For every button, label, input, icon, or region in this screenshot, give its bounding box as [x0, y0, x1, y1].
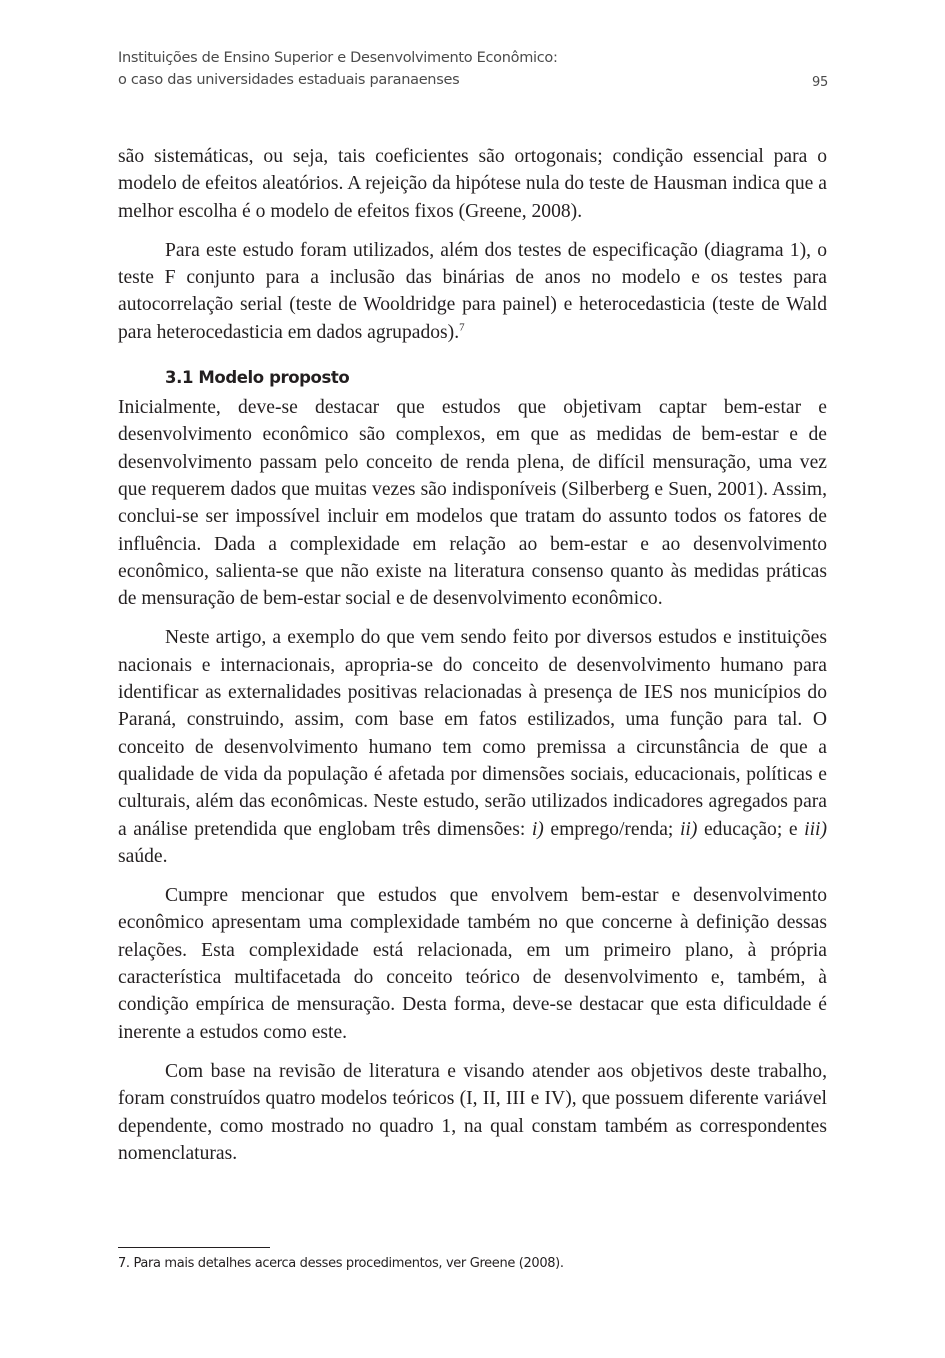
paragraph-4-text: Neste artigo, a exemplo do que vem sendo feito por diversos estudos e instituições nacionais e internacionais, apropria-se do conceito de desenvolvimento humano para identificar as externalidades positivas relacionadas à presença de IES nos municípios do Paraná, construindo, assim, com base em fatos estilizados, uma função para tal. O conceito de desenvolvimento humano tem como premissa a circunstância de que a qualidade de vida da população é afetada por dimensões sociais, educacionais, políticas e culturais, além das econômicas. Neste estudo, serão utilizados indicadores agregados para a análise pretendida que englobam três dimensões:	[118, 627, 827, 840]
list-marker-iii: iii)	[804, 818, 827, 840]
list-marker-i: i)	[531, 818, 544, 840]
paragraph-1-text: são sistemáticas, ou seja, tais coeficientes são ortogonais; condição essencial para o modelo de efeitos aleatórios. A rejeição da hipótese nula do teste de Hausman indica que a melhor escolha é o modelo de efeitos fixos (Greene, 2008).	[118, 146, 827, 222]
running-header-title-line-1: Instituições de Ensino Superior e Desenvolvimento Econômico:	[118, 50, 558, 66]
page-number: 95	[812, 75, 828, 90]
list-item-health: saúde.	[118, 845, 168, 867]
paragraph-5-text: Cumpre mencionar que estudos que envolvem bem-estar e desenvolvimento econômico apresentam uma complexidade também no que concerne à definição dessas relações. Esta complexidade está relacionada, em um primeiro plano, à própria característica multifacetada do conceito teórico de desenvolvimento e, também, à condição empírica de mensuração. Desta forma, deve-se destacar que esta dificuldade é inerente a estudos como este.	[118, 885, 827, 1043]
paragraph-continuation	[118, 143, 827, 225]
paragraph-2-text: Para este estudo foram utilizados, além dos testes de especificação (diagrama 1), o teste F conjunto para a inclusão das binárias de anos no modelo e os testes para autocorrelação serial (teste de Wooldridge para painel) e heterocedasticia (teste de Wald para heterocedasticia em dados agrupados).	[118, 239, 827, 343]
paragraph-introduction	[118, 394, 827, 612]
paragraph-complexity	[118, 882, 827, 1046]
paragraph-human-development	[118, 624, 827, 870]
list-item-education: educação; e	[697, 818, 805, 840]
paragraph-3-text: Inicialmente, deve-se destacar que estudos que objetivam captar bem-estar e desenvolvimento econômico são complexos, em que as medidas de bem-estar e de desenvolvimento passam pelo conceito de renda plena, de difícil mensuração, uma vez que requerem dados que muitas vezes são indisponíveis (Silberberg e Suen, 2001). Assim, conclui-se ser impossível incluir em modelos que tratam do assunto todos os fatores de influência. Dada a complexidade em relação ao bem-estar e ao desenvolvimento econômico, salienta-se que não existe na literatura consenso quanto às medidas práticas de mensuração de bem-estar social e de desenvolvimento econômico.	[118, 397, 827, 610]
paragraph-6-text: Com base na revisão de literatura e visando atender aos objetivos deste trabalho, foram construídos quatro modelos teóricos (I, II, III e IV), que possuem diferente variável dependente, como mostrado no quadro 1, na qual constam também as correspondentes nomenclaturas.	[118, 1060, 827, 1164]
main-text	[118, 143, 827, 1167]
section-heading-modelo-proposto: 3.1 Modelo proposto	[165, 368, 350, 388]
footnote-reference-7: 7	[459, 321, 465, 334]
footnote-7: 7. Para mais detalhes acerca desses procedimentos, ver Greene (2008).	[118, 1256, 564, 1271]
running-header-title-line-2: o caso das universidades estaduais paranaenses	[118, 72, 460, 88]
paragraph-models	[118, 1058, 827, 1167]
running-header	[118, 47, 828, 91]
paragraph-tests	[118, 237, 827, 346]
list-item-employment: emprego/renda;	[543, 818, 680, 840]
footnote-divider	[118, 1247, 270, 1248]
list-marker-ii: ii)	[679, 818, 698, 840]
